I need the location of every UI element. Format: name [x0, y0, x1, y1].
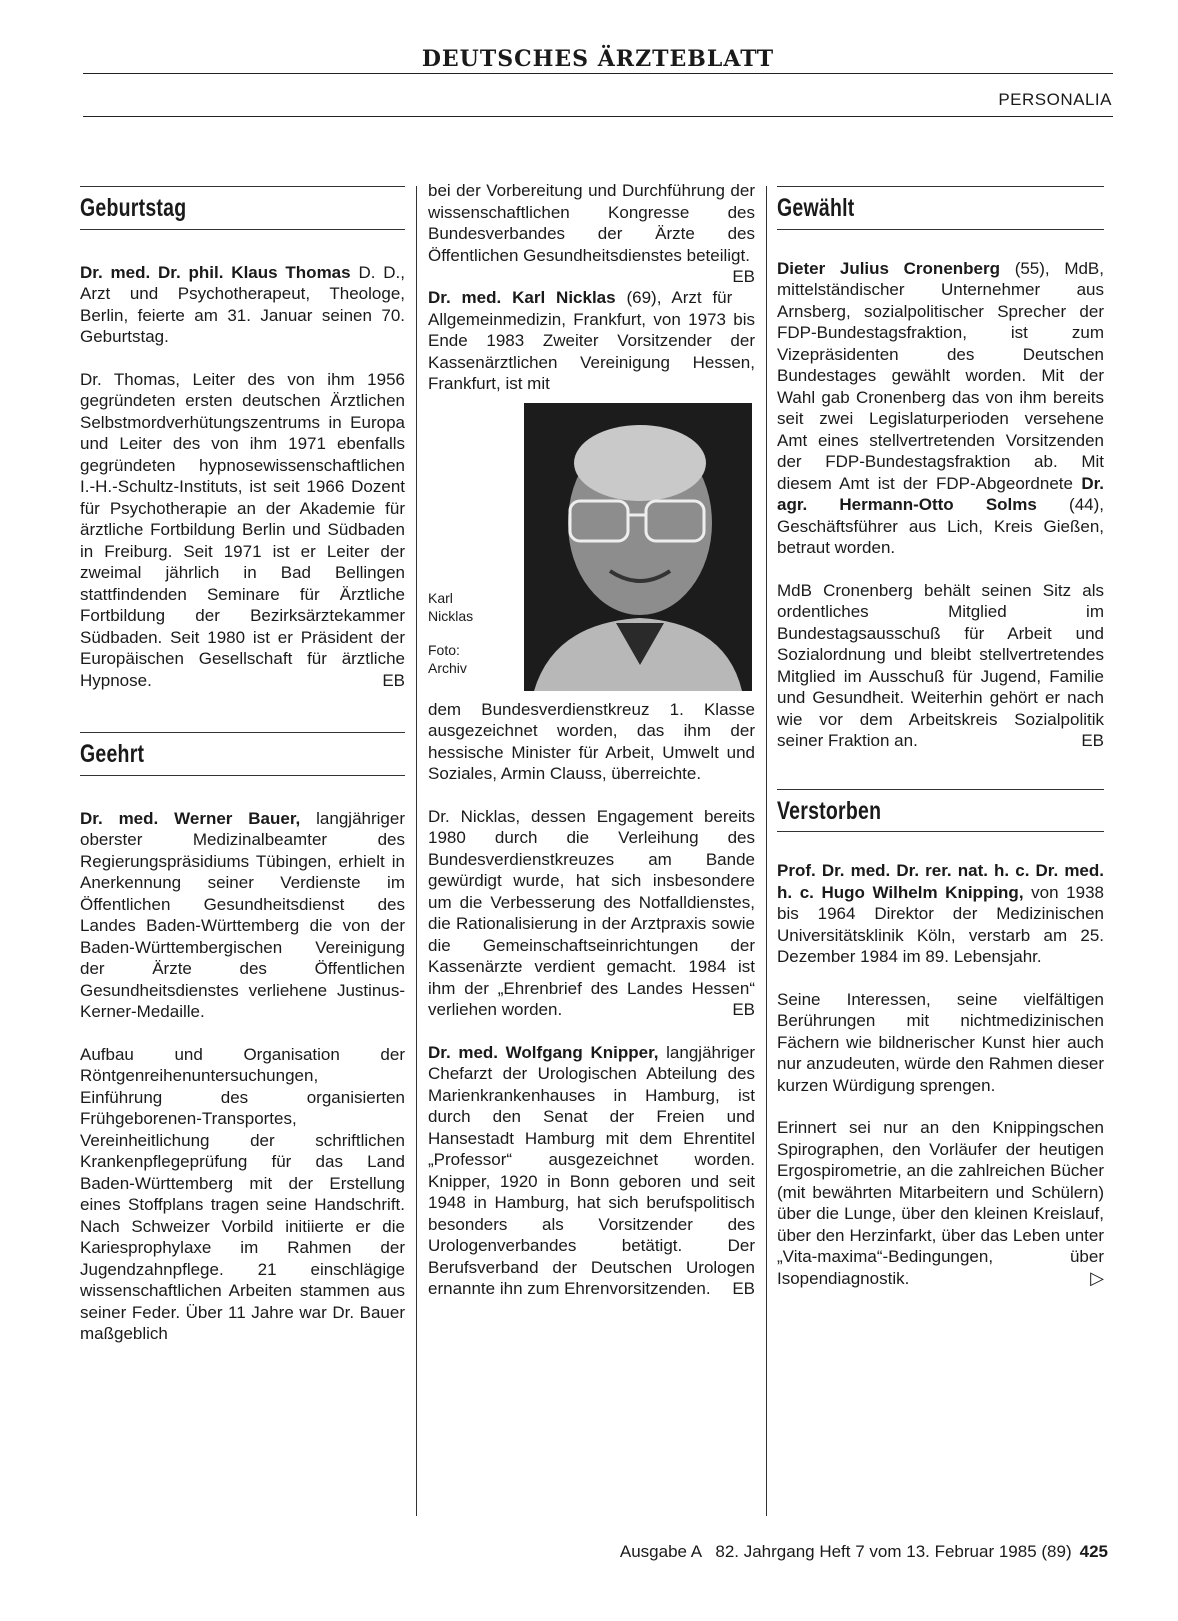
article-paragraph: Dr. med. Karl Nicklas (69), Arzt für Allgemeinmedizin, Frankfurt, von 1973 bis Ende 1983 Zweiter Vorsitzender der Kassenärztlichen Vereinigung Hessen, Frankfurt, ist mit [428, 288, 755, 393]
column-2 [428, 180, 755, 1321]
article-paragraph: bei der Vorbereitung und Durchführung der wissenschaftlichen Kongresse des Bundesverbandes der Ärzte des Öffentlichen Gesundheitsdienstes beteiligt. EB [428, 181, 755, 286]
article-paragraph: Dr. med. Dr. phil. Klaus Thomas D. D., Arzt und Psychotherapeut, Theologe, Berlin, feierte am 31. Januar seinen 70. Geburtstag. [80, 262, 405, 346]
article-paragraph: Dr. med. Werner Bauer, langjähriger oberster Medizinalbeamter des Regierungspräsidiums Tübingen, erhielt in Anerkennung seiner Verdienste im Öffentlichen Gesundheitsdienst des Landes Baden-Württemberg die von der Baden-Württembergischen Vereinigung der Ärzte des Öffentlichen Gesundheitsdienstes verliehene Justinus-Kerner-Medaille. [80, 808, 405, 1021]
article-paragraph: Dr. Nicklas, dessen Engagement bereits 1980 durch die Verleihung des Bundesverdienstkreuzes am Bande gewürdigt wurde, hat sich insbesondere um die Verbesserung des Notfalldienstes, die Rationalisierung in der Arztpraxis sowie die Gemeinschaftseinrichtungen der Kassenärzte verdient gemacht. 1984 ist ihm der „Ehrenbrief des Landes Hessen“ verliehen worden. EB [428, 806, 755, 1019]
photo-caption-credit: Foto: Archiv [428, 641, 467, 676]
signature: EB [1081, 731, 1104, 750]
article-paragraph: Erinnert sei nur an den Knippingschen Spirographen, den Vorläufer der heutigen Ergospirometrie, an die zahlreichen Bücher (mit bewährten Mitarbeitern und Schülern) über die Lunge, über den kleinen Kreislauf, über den Herzinfarkt, über das Leben unter „Vita-maxima“-Bedingungen, über Isopendiagnostik. ▷ [777, 1118, 1104, 1288]
section-rule [83, 116, 1113, 117]
signature: EB [732, 267, 755, 286]
article-paragraph: Dr. med. Wolfgang Knipper, langjähriger Chefarzt der Urologischen Abteilung des Marienkrankenhauses in Hamburg, ist durch den Senat der Freien und Hansestadt Hamburg mit dem Ehrentitel „Professor“ ausgezeichnet worden. Knipper, 1920 in Bonn geboren und seit 1948 in Hamburg, hat sich berufspolitisch besonders als Vorsitzender des Urologenverbandes betätigt. Der Berufsverband der Deutschen Urologen ernannte ihn zum Ehrenvorsitzenden. EB [428, 1042, 755, 1298]
photo-caption-name: Karl Nicklas [428, 589, 474, 624]
continue-arrow-icon: ▷ [1090, 1267, 1104, 1288]
article-paragraph: Seine Interessen, seine vielfältigen Berührungen mit nichtmedizinischen Fächern wie bildnerischer Kunst hier auch nur anzudeuten, würde den Rahmen dieser kurzen Würdigung sprengen. [777, 989, 1104, 1095]
column-divider-2 [766, 186, 767, 1516]
masthead-rule [83, 73, 1113, 74]
signature: EB [382, 670, 405, 690]
person-name: Dr. med. Karl Nicklas [428, 288, 616, 307]
article-paragraph: dem Bundesverdienstkreuz 1. Klasse ausgezeichnet worden, das ihm der hessische Minister für Arbeit, Umwelt und Soziales, Armin Clauss, überreichte. [428, 699, 755, 783]
page-footer [620, 1542, 1108, 1562]
heading-rule [777, 229, 1104, 230]
article-paragraph: Aufbau und Organisation der Röntgenreihenuntersuchungen, Einführung des organisierten Frühgeborenen-Transportes, Vereinheitlichung der schriftlichen Krankenpflegeprüfung für das Land Baden-Württemberg mit der Erstellung eines Stoffplans tragen seine Handschrift. Nach Schweizer Vorbild initiierte er die Kariesprophylaxe im Rahmen der Jugendzahnpflege. 21 einschlägige wissenschaftlichen Arbeiten stammen aus seiner Feder. Über 11 Jahre war Dr. Bauer maßgeblich [80, 1044, 405, 1343]
heading-rule [80, 229, 405, 230]
article-paragraph: Dieter Julius Cronenberg (55), MdB, mittelständischer Unternehmer aus Arnsberg, sozialpolitischer Sprecher der FDP-Bundestagsfraktion, ist zum Vizepräsidenten des Deutschen Bundestages gewählt worden. Mit der Wahl gab Cronenberg das von ihm bereits seit zwei Legislaturperioden versehene Amt eines stellvertretenden Vorsitzenden der FDP-Bundestagsfraktion ab. Mit diesem Amt ist der FDP-Abgeordnete Dr. agr. Hermann-Otto Solms (44), Geschäftsführer aus Lich, Kreis Gießen, betraut worden. [777, 258, 1104, 557]
person-name: Dr. agr. Hermann-Otto Solms [777, 473, 1104, 514]
column-1 [80, 186, 405, 1366]
article-paragraph: MdB Cronenberg behält seinen Sitz als ordentliches Mitglied im Bundestagsausschuß für Arbeit und Sozialordnung und bleibt stellvertretendes Mitglied im Ausschuß für Jugend, Familie und Gesundheit. Weiterhin gehört er nach wie vor dem Arbeitskreis Sozialpolitik seiner Fraktion an. EB [777, 580, 1104, 750]
heading-rule [777, 831, 1104, 832]
portrait-photo [524, 403, 752, 691]
article-paragraph: Dr. Thomas, Leiter des von ihm 1956 gegründeten ersten deutschen Ärztlichen Selbstmordverhütungszentrums in Europa und Leiter des von ihm 1971 ebenfalls gegründeten hypnosewissenschaftlichen I.-H.-Schultz-Instituts, ist seit 1966 Dozent für Psychotherapie an der Akademie für ärztliche Fortbildung Berlin und Südbaden in Freiburg. Seit 1971 ist er Leiter der zweimal jährlich in Bad Bellingen stattfindenden Seminare für Ärztliche Fortbildung der Bezirksärztekammer Südbaden. Seit 1980 ist er Präsident der Europäischen Gesellschaft für ärztliche Hypnose. EB [80, 369, 405, 690]
portrait-illustration [524, 403, 752, 691]
person-name: Dr. med. Wolfgang Knipper, [428, 1042, 659, 1062]
heading-geehrt: Geehrt [80, 740, 145, 768]
portrait-photo-block [428, 403, 755, 693]
page-number: 425 [1079, 1542, 1108, 1561]
person-name: Dr. med. Werner Bauer, [80, 808, 301, 828]
masthead: DEUTSCHES ÄRZTEBLATT [421, 46, 775, 72]
heading-gewaehlt: Gewählt [777, 194, 855, 222]
heading-verstorben: Verstorben [777, 796, 882, 825]
issue-info: Ausgabe A 82. Jahrgang Heft 7 vom 13. Februar 1985 (89) [619, 1542, 1072, 1561]
section-label: PERSONALIA [998, 90, 1112, 109]
column-divider-1 [416, 186, 417, 1516]
person-name: Prof. Dr. med. Dr. rer. nat. h. c. Dr. med. h. c. Hugo Wilhelm Knipping, [777, 861, 1104, 902]
column-3 [777, 186, 1104, 1310]
signature: EB [732, 1279, 755, 1298]
person-name: Dieter Julius Cronenberg [777, 258, 1000, 278]
heading-geburtstag: Geburtstag [80, 194, 187, 222]
person-name: Dr. med. Dr. phil. Klaus Thomas [80, 262, 351, 282]
heading-rule [80, 775, 405, 776]
signature: EB [732, 1000, 755, 1019]
article-paragraph: Prof. Dr. med. Dr. rer. nat. h. c. Dr. med. h. c. Hugo Wilhelm Knipping, von 1938 bis 1964 Direktor der Medizinischen Universitätsklinik Köln, verstarb am 25. Dezember 1984 im 89. Lebensjahr. [777, 861, 1104, 966]
